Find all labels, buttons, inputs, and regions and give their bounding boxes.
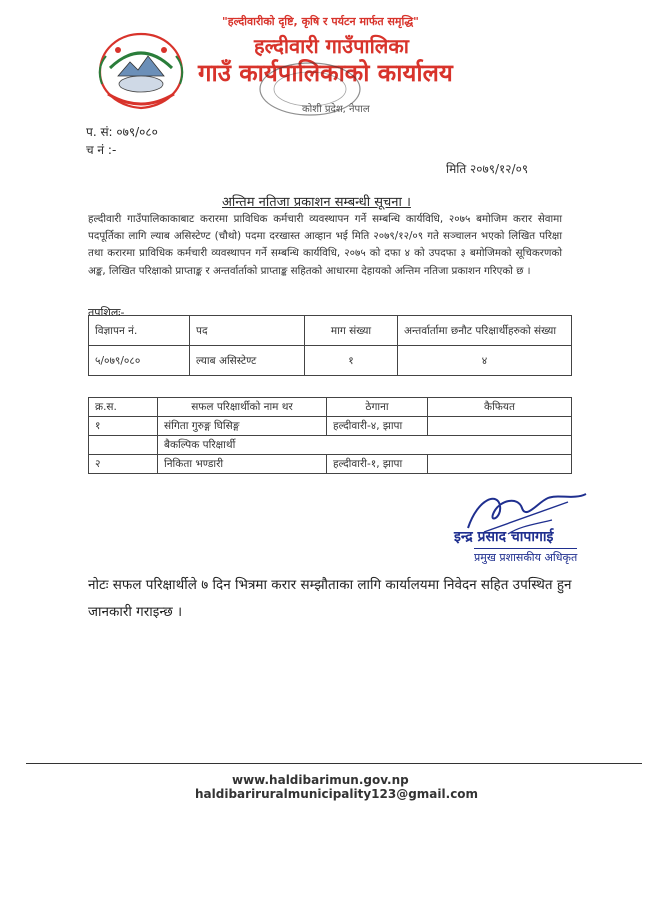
candidate-name: निकिता भण्डारी bbox=[158, 455, 327, 474]
footer-email: haldibariruralmunicipality123@gmail.com bbox=[195, 787, 479, 801]
nepal-emblem-logo bbox=[88, 28, 194, 114]
details-label: तपशिलः- bbox=[88, 306, 125, 319]
alternate-candidate-label: बैकल्पिक परिक्षार्थी bbox=[158, 436, 572, 455]
letter-number: प. सं: ०७९/०८० bbox=[86, 125, 158, 139]
col-post: पद bbox=[190, 316, 305, 346]
serial: १ bbox=[89, 417, 158, 436]
result-table bbox=[88, 397, 572, 474]
candidate-name: संगिता गुरुङ्ग घिसिङ्ग bbox=[158, 417, 327, 436]
col-demand: माग संख्या bbox=[305, 316, 398, 346]
notice-body: हल्दीवारी गाउँपालिकाकाबाट करारमा प्राविधिक कर्मचारी व्यवस्थापन गर्ने सम्बन्धि कार्यविधि, २०७५ बमोजिम करार सेवामा पदपूर्तिका लागि ल्याब असिस्टेण्ट (चौथो) पदमा दरखास्त आव्हान भई मिति २०७९/१२/०९ गते सञ्चालन भएको लिखित परिक्षा तथा करारमा प्राविधिक कर्मचारी व्यवस्थापन गर्ने सम्बन्धि कार्यविधि, २०७५ को दफा ४ को उपदफा ३ बमोजिमको सूचिकरणको अङ्क, लिखित परिक्षाको प्राप्ताङ्क र अन्तर्वार्ताको प्राप्ताङ्क सहितको आधारमा देहायको अन्तिम नतिजा प्रकाशन गरिएको छ । bbox=[88, 213, 562, 277]
table-header-row bbox=[89, 316, 572, 346]
footer-divider bbox=[26, 763, 642, 764]
col-remarks: कैफियत bbox=[428, 398, 572, 417]
col-serial: क्र.स. bbox=[89, 398, 158, 417]
municipality-name: हल्दीवारी गाउँपालिका bbox=[254, 34, 409, 58]
office-address: कोशी प्रदेश, नेपाल bbox=[302, 104, 370, 115]
col-address: ठेगाना bbox=[327, 398, 428, 417]
office-name: गाउँ कार्यपालिकाको कार्यालय bbox=[198, 59, 453, 87]
ad-number: ५/०७९/०८० bbox=[89, 346, 190, 376]
shortlisted-count: ४ bbox=[398, 346, 572, 376]
table-row bbox=[89, 417, 572, 436]
vacancy-table bbox=[88, 315, 572, 376]
table-row bbox=[89, 346, 572, 376]
col-candidate-name: सफल परिक्षार्थीको नाम थर bbox=[158, 398, 327, 417]
slogan: "हल्दीवारीको दृष्टि, कृषि र पर्यटन मार्फत समृद्धि" bbox=[222, 15, 419, 28]
remarks bbox=[428, 417, 572, 436]
letter-date: मिति २०७९/१२/०९ bbox=[446, 162, 529, 176]
col-ad-number: विज्ञापन नं. bbox=[89, 316, 190, 346]
candidate-address: हल्दीवारी-१, झापा bbox=[327, 455, 428, 474]
remarks bbox=[428, 455, 572, 474]
table-row bbox=[89, 436, 572, 455]
table-header-row bbox=[89, 398, 572, 417]
post-name: ल्याब असिस्टेण्ट bbox=[190, 346, 305, 376]
footer-website: www.haldibarimun.gov.np bbox=[232, 773, 409, 787]
dispatch-number: च नं :- bbox=[86, 143, 117, 157]
reference-block bbox=[86, 123, 158, 159]
note-text: नोटः सफल परिक्षार्थीले ७ दिन भित्रमा करार सम्झौताका लागि कार्यालयमा निवेदन सहित उपस्थित हुन जानकारी गराइन्छ । bbox=[88, 577, 572, 620]
signatory-name: इन्द्र प्रसाद चापागाई bbox=[454, 529, 554, 545]
serial: २ bbox=[89, 455, 158, 474]
col-shortlisted: अन्तर्वार्तामा छनौट परिक्षार्थीहरुको संख्या bbox=[398, 316, 572, 346]
candidate-address: हल्दीवारी-४, झापा bbox=[327, 417, 428, 436]
demand-count: १ bbox=[305, 346, 398, 376]
notice-subject: अन्तिम नतिजा प्रकाशन सम्बन्धी सूचना । bbox=[222, 195, 411, 210]
signatory-title: प्रमुख प्रशासकीय अधिकृत bbox=[474, 548, 577, 565]
table-row bbox=[89, 455, 572, 474]
